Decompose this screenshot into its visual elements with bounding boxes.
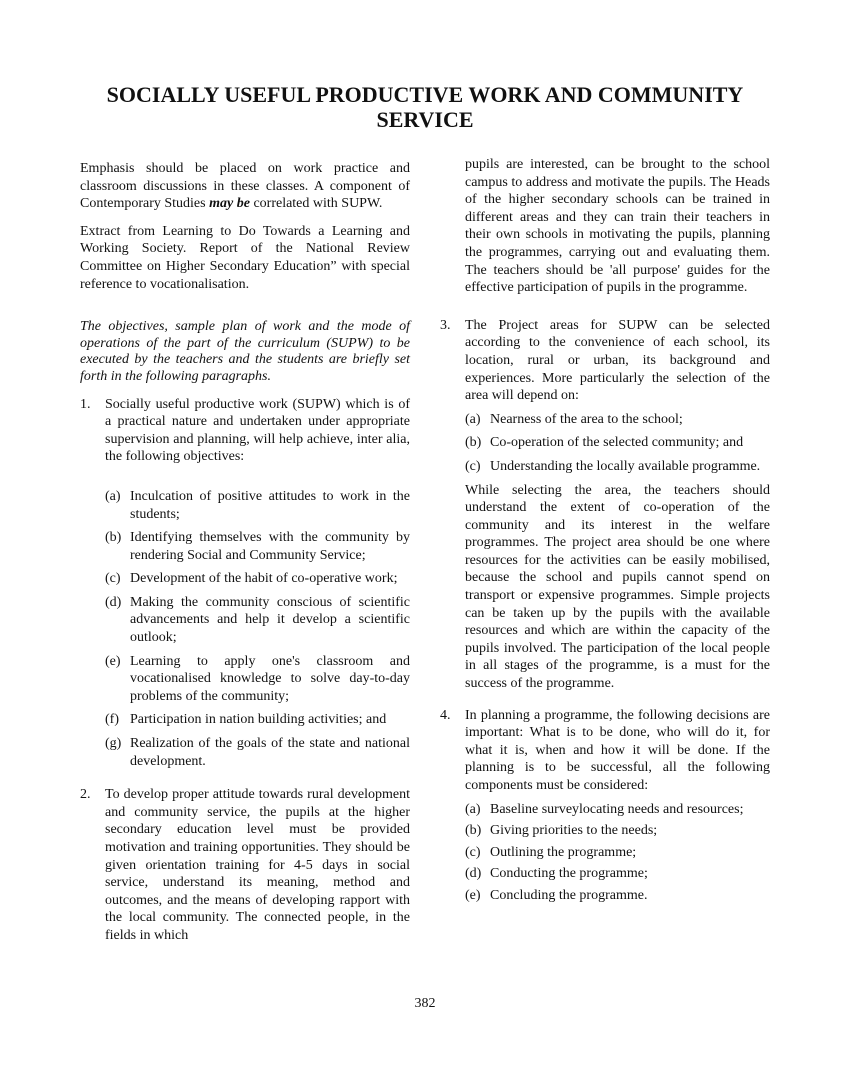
- item-text: Understanding the locally available programme.: [490, 458, 761, 474]
- list-item: [465, 865, 770, 883]
- item-letter: (b): [105, 530, 122, 546]
- item-letter: (b): [465, 823, 482, 839]
- item-text: To develop proper attitude towards rural development and community service, the pupils at the higher secondary education level must be provided motivation and training opportunities. They should be given orientation training for 4-5 days in social service, understand its meaning, method and outcomes, and the means of developing rapport with the local community. The connected people, in the fields in which: [105, 787, 410, 943]
- item-text: Outlining the programme;: [490, 844, 637, 860]
- item-text: Identifying themselves with the community by rendering Social and Community Service;: [130, 530, 410, 563]
- list-item: [105, 570, 410, 588]
- list-item: [465, 822, 770, 840]
- item-letter: (a): [465, 801, 481, 817]
- paragraph-objectives-intro: The objectives, sample plan of work and the mode of operations of the part of the curriculum (SUPW) to be executed by the teachers and the students are briefly set forth in the following paragraphs.: [80, 319, 410, 384]
- item-text: In planning a programme, the following decisions are important: What is to be done, who will do it, for what it is, when and how it will be done. If the planning is to be successful, all the following components must be considered:: [465, 707, 770, 793]
- list-item: [465, 434, 770, 452]
- item-number: 1.: [80, 396, 91, 412]
- numbered-item-2: [80, 786, 410, 944]
- item-letter: (a): [105, 488, 121, 504]
- numbered-item-1: [80, 396, 410, 466]
- item-text: Inculcation of positive attitudes to work in the students;: [130, 488, 410, 522]
- item-text: Learning to apply one's classroom and vocationalised knowledge to solve day-to-day problems of the community;: [130, 653, 410, 704]
- numbered-item-3: [440, 317, 770, 405]
- item-number: 4.: [440, 707, 451, 723]
- list-item: [105, 488, 410, 523]
- left-column: [80, 160, 410, 945]
- item-letter: (b): [465, 435, 482, 451]
- list-item: [465, 458, 770, 476]
- item-letter: (a): [465, 411, 481, 427]
- item-text: Socially useful productive work (SUPW) which is of a practical nature and undertaken under appropriate supervision and planning, will help achieve, inter alia, the following objectives:: [105, 396, 410, 465]
- list-item: [465, 887, 770, 905]
- item-letter: (c): [465, 458, 481, 474]
- list-item: [105, 529, 410, 564]
- list-item: [465, 411, 770, 429]
- item-letter: (c): [465, 844, 481, 860]
- page-title: SOCIALLY USEFUL PRODUCTIVE WORK AND COMMUNITY SERVICE: [106, 82, 744, 132]
- item-letter: (d): [465, 866, 482, 882]
- item-text: Development of the habit of co-operative work;: [130, 571, 398, 587]
- item-letter: (e): [105, 653, 121, 669]
- numbered-item-4: [440, 707, 770, 795]
- right-column: [440, 156, 770, 909]
- item-text: Concluding the programme.: [490, 887, 648, 903]
- item-text: Making the community conscious of scientific advancements and help it develop a scientific outlook;: [130, 594, 410, 646]
- item-letter: (e): [465, 887, 481, 903]
- item-letter: (c): [105, 571, 121, 587]
- item-text: Giving priorities to the needs;: [490, 823, 658, 839]
- planning-components-list: [440, 801, 770, 905]
- objectives-list: [80, 488, 410, 770]
- page-number: 382: [414, 996, 436, 1011]
- paragraph-continued: pupils are interested, can be brought to the school campus to address and motivate the pupils. The Heads of the higher secondary schools can be trained in different areas and they can train their teachers in their own schools in motivating the pupils, planning the programmes, carrying out and evaluating them. The teachers should be 'all purpose' guides for the effective participation of pupils in the programme.: [465, 157, 770, 296]
- emphasis-text-start: Emphasis should be placed on work practice and classroom discussions in these classes. A component of Contemporary Studies: [80, 161, 410, 212]
- item-text: Baseline surveylocating needs and resources;: [490, 801, 744, 817]
- list-item: [465, 801, 770, 819]
- item-number: 2.: [80, 787, 91, 803]
- paragraph-area-selection: While selecting the area, the teachers should understand the extent of co-operation of the community and its interest in the welfare programmes. The project area should be one where resources for the activities can be easily mobilised, because the school and pupils cannot spend on transport or expensive programmes. Simple projects can be taken up by the pupils with the available resources and which are within the capacity of the pupils involved. The participation of the local people in all stages of the programme, is a must for the success of the programme.: [465, 482, 770, 692]
- item-text: Realization of the goals of the state and national development.: [130, 736, 410, 769]
- item-letter: (g): [105, 736, 122, 752]
- list-item: [105, 735, 410, 770]
- item-text: Conducting the programme;: [490, 866, 648, 882]
- list-item: [105, 653, 410, 706]
- item-letter: (d): [105, 594, 122, 610]
- paragraph-extract: Extract from Learning to Do Towards a Learning and Working Society. Report of the National Review Committee on Higher Secondary Education” with special reference to vocationalisation.: [80, 223, 410, 292]
- list-item: [105, 711, 410, 729]
- item-letter: (f): [105, 712, 119, 728]
- item-text: Co-operation of the selected community; and: [490, 435, 744, 451]
- item-text: The Project areas for SUPW can be selected according to the convenience of each school, its location, rural or urban, its background and experiences. More particularly the selection of the area will depend on:: [465, 317, 770, 404]
- item-text: Nearness of the area to the school;: [490, 411, 683, 427]
- item-number: 3.: [440, 317, 451, 333]
- emphasis-may-be: may be: [209, 196, 250, 212]
- item-text: Participation in nation building activities; and: [130, 712, 387, 728]
- project-area-list: [440, 411, 770, 476]
- list-item: [465, 844, 770, 862]
- paragraph-emphasis: [80, 160, 410, 213]
- list-item: [105, 594, 410, 647]
- emphasis-text-end: correlated with SUPW.: [249, 196, 383, 212]
